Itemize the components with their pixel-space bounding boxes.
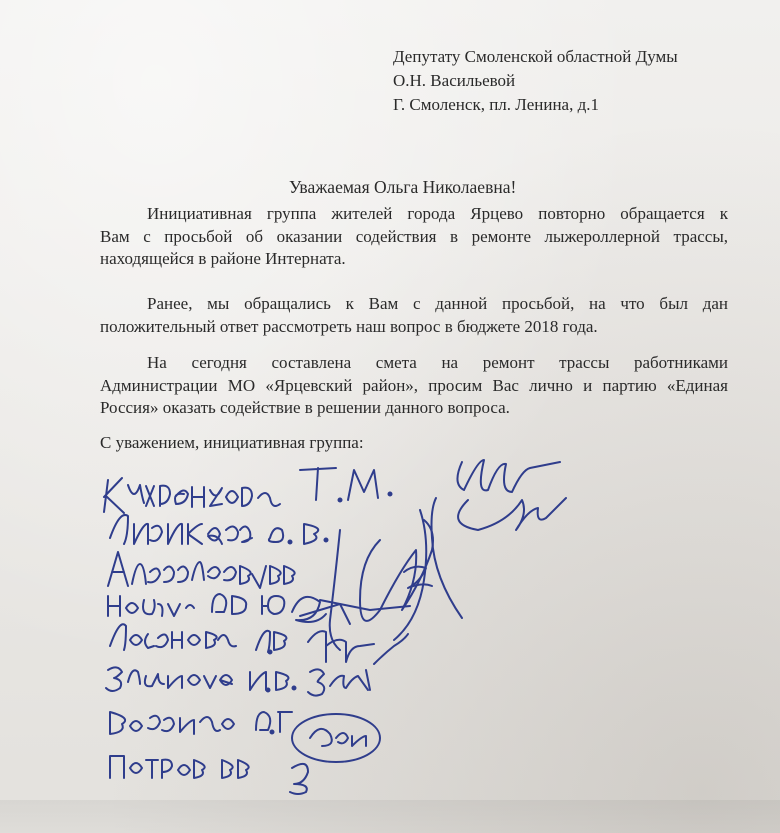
signature-scribble-center (320, 510, 433, 650)
paragraph-line: Ранее, мы обращались к Вам с данной просьбой, на что был дан (147, 294, 728, 313)
paragraph-line: Инициативная группа жителей города Ярцево повторно обращается к (147, 204, 728, 223)
signature-4 (108, 594, 350, 624)
paper-fold-shadow (0, 800, 780, 833)
signature-7 (110, 712, 292, 734)
signature-scribble-6 (308, 669, 370, 695)
paragraph-line: положительный ответ рассмотреть наш вопрос в бюджете 2018 года. (100, 316, 598, 336)
paragraph-line: Россия» оказать содействие в решении данного вопроса. (100, 398, 510, 417)
signature-2 (110, 515, 328, 544)
paragraph-line: На сегодня составлена смета на ремонт трассы работниками (147, 353, 728, 372)
signature-scribble-top-right (432, 460, 567, 618)
addressee-line: Г. Смоленск, пл. Ленина, д.1 (393, 95, 599, 114)
signature-1 (104, 468, 392, 513)
signature-scribble-5 (308, 631, 408, 664)
addressee-line: О.Н. Васильевой (393, 71, 516, 90)
closing-line: С уважением, инициативная группа: (100, 433, 364, 452)
signature-5 (110, 624, 286, 653)
signature-circled (292, 714, 380, 762)
paragraph-line: Администрации МО «Ярцевский район», просим Вас лично и партию «Единая (100, 375, 728, 395)
paragraph-line: Вам с просьбой об оказании содействия в ремонте лыжероллерной трассы, (100, 226, 728, 246)
paragraph-line: находящейся в районе Интерната. (100, 249, 346, 268)
signature-8 (110, 756, 308, 794)
signature-3 (108, 552, 295, 588)
signature-6 (106, 667, 296, 691)
addressee-line: Депутату Смоленской областной Думы (393, 47, 678, 66)
greeting: Уважаемая Ольга Николаевна! (289, 177, 517, 197)
